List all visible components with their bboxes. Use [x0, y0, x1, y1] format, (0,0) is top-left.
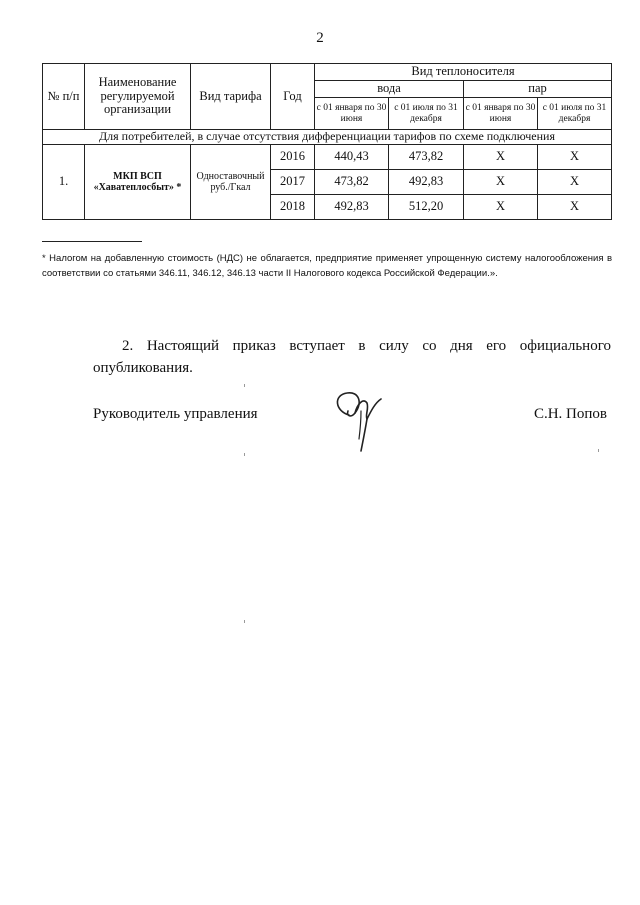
page-number: 2: [316, 30, 324, 46]
handwritten-signature: [327, 387, 389, 455]
steam-h1-cell: X: [464, 145, 538, 170]
steam-h2-cell: X: [538, 195, 612, 220]
org-name-line1: МКП ВСП: [113, 171, 162, 182]
scan-speck: [598, 449, 599, 452]
org-name: [85, 145, 191, 220]
scan-speck: [244, 384, 245, 387]
section-title: Для потребителей, в случае отсутствия дифференциации тарифов по схеме подключения: [43, 130, 612, 145]
table-row: [43, 145, 612, 170]
header-org-name: Наименование регулируемой организации: [85, 64, 191, 130]
header-carrier: Вид теплоносителя: [315, 64, 612, 81]
tariff-kind-line1: Одноставочный: [196, 171, 265, 182]
footnote-divider: [42, 241, 142, 242]
steam-h2-cell: X: [538, 145, 612, 170]
header-period: с 01 января по 30 июня: [315, 98, 389, 130]
water-h1-cell: 473,82: [315, 170, 389, 195]
header-period: с 01 января по 30 июня: [464, 98, 538, 130]
org-name-line2: «Хаватеплосбыт» *: [93, 182, 182, 193]
water-h2-cell: 492,83: [389, 170, 464, 195]
header-water: вода: [315, 81, 464, 98]
signatory-title: Руководитель управления: [93, 406, 258, 422]
water-h2-cell: 473,82: [389, 145, 464, 170]
header-tariff-type: Вид тарифа: [191, 64, 271, 130]
water-h2-cell: 512,20: [389, 195, 464, 220]
header-steam: пар: [464, 81, 612, 98]
effective-date-paragraph: 2. Настоящий приказ вступает в силу со дня его официального опубликования.: [93, 338, 611, 376]
header-num: № п/п: [43, 64, 85, 130]
tariff-kind: [191, 145, 271, 220]
header-year: Год: [271, 64, 315, 130]
header-period: с 01 июля по 31 декабря: [389, 98, 464, 130]
header-period: с 01 июля по 31 декабря: [538, 98, 612, 130]
footnote: * Налогом на добавленную стоимость (НДС) не облагается, предприятие применяет упрощенную систему налогообложения в соответствии со статьями 346.11, 346.12, 346.13 части II Налогового кодекса Российской Федерации.».: [42, 253, 612, 279]
year-cell: 2018: [271, 195, 315, 220]
scan-speck: [244, 453, 245, 456]
signer-name: С.Н. Попов: [533, 406, 607, 422]
water-h1-cell: 492,83: [315, 195, 389, 220]
steam-h1-cell: X: [464, 170, 538, 195]
tariff-kind-line2: руб./Гкал: [210, 182, 251, 193]
scan-speck: [244, 620, 245, 623]
water-h1-cell: 440,43: [315, 145, 389, 170]
year-cell: 2016: [271, 145, 315, 170]
steam-h1-cell: X: [464, 195, 538, 220]
year-cell: 2017: [271, 170, 315, 195]
row-num: 1.: [43, 145, 85, 220]
tariff-table: [42, 63, 612, 220]
steam-h2-cell: X: [538, 170, 612, 195]
